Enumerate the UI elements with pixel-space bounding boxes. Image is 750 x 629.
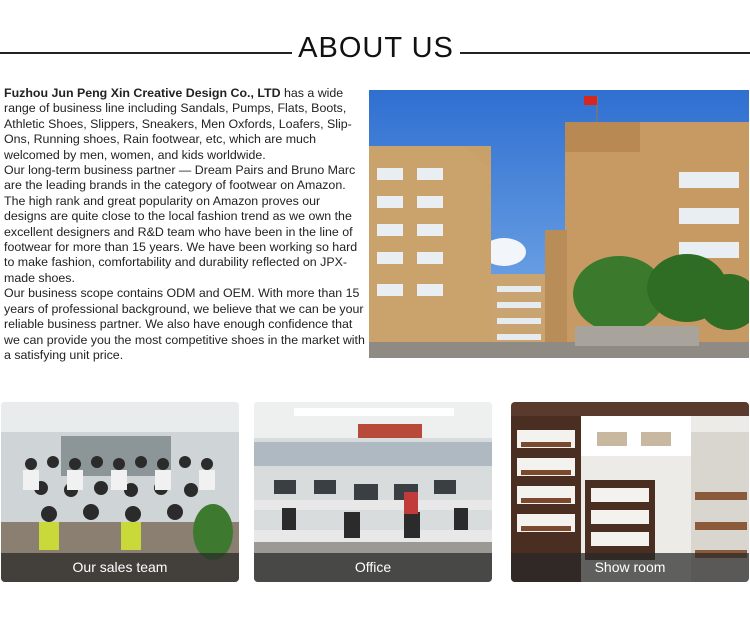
- company-name: Fuzhou Jun Peng Xin Creative Design Co., LTD: [4, 86, 281, 100]
- intro-paragraph-2: Our long-term business partner — Dream Pairs and Bruno Marc are the leading brands in the category of footwear on Amazon. The high rank and great popularity on Amazon proves our designs are quite close to the local fashion trend as we own the excellent designers and R&D team who have been in the line of footwear for more than 15 years. We have been working so hard to make fashion, comfortability and durability reflected on JPX-made shoes.: [4, 163, 358, 285]
- intro-paragraph-3: Our business scope contains ODM and OEM. With more than 15 years of professional background, we believe that we can be your reliable business partner. We also have enough confidence that we can provide you the most competitive shoes in the market with a satisfying unit price.: [4, 286, 365, 362]
- page-title: ABOUT US: [298, 32, 454, 64]
- gallery-caption: Office: [254, 553, 492, 582]
- gallery-card-sales-team: [1, 402, 239, 582]
- header-divider-right: [460, 52, 750, 54]
- intro-paragraph-1: [4, 86, 366, 163]
- gallery-caption: Our sales team: [1, 553, 239, 582]
- intro-paragraph-1-text: has a wide range of business line including Sandals, Pumps, Flats, Boots, Athletic Shoes, Slippers, Sneakers, Men Oxfords, Loafers, Slip-Ons, Running shoes, Rain footwear, etc, which are much welcomed by men, women, and kids worldwide.: [4, 86, 352, 162]
- company-building-photo: [369, 90, 749, 358]
- gallery-card-office: [254, 402, 492, 582]
- header-divider-left: [0, 52, 292, 54]
- company-intro: [4, 86, 366, 363]
- gallery-caption: Show room: [511, 553, 749, 582]
- section-header: [0, 30, 750, 74]
- gallery-card-show-room: [511, 402, 749, 582]
